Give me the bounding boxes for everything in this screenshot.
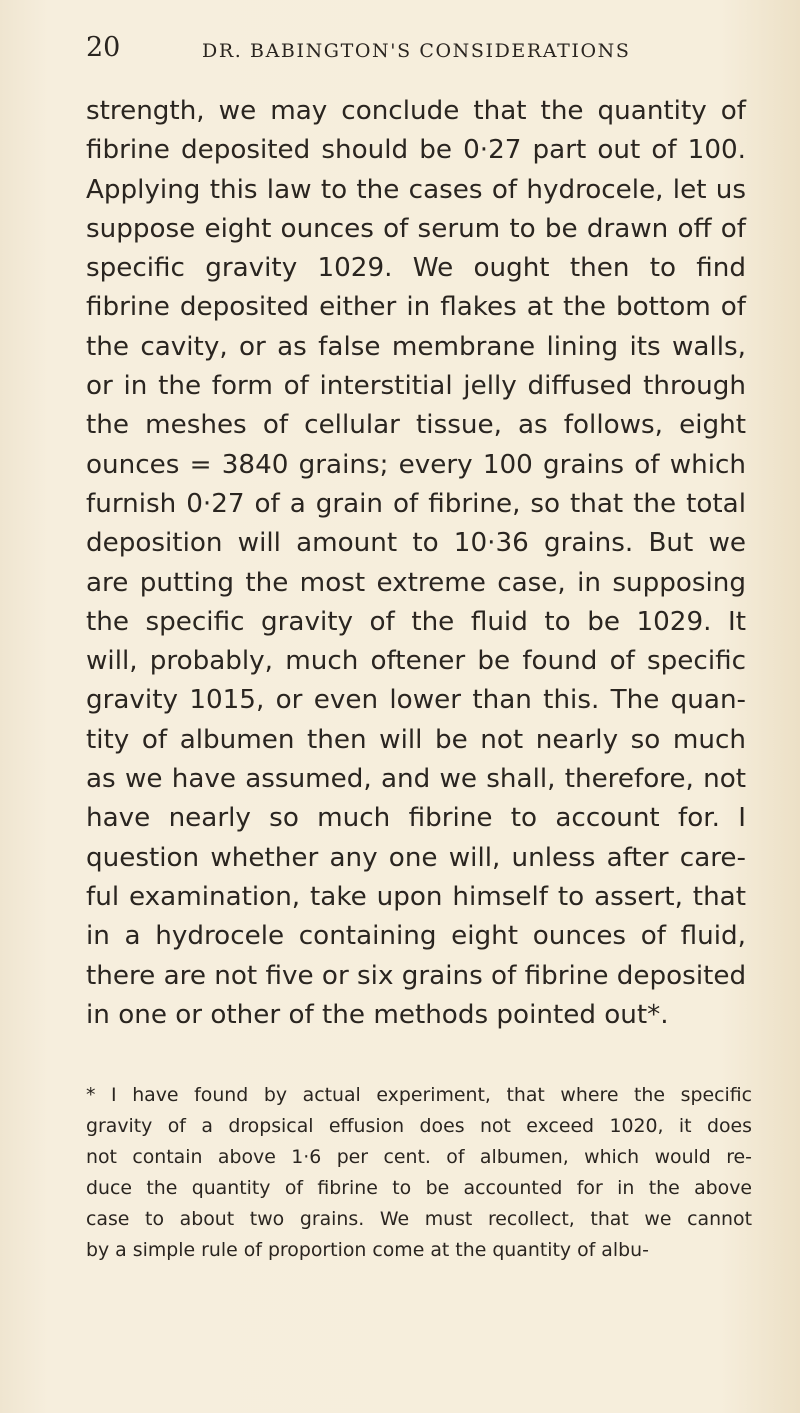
footnote-line: case to about two grains. We must recollect, that we cannot [86,1208,752,1230]
footnote [86,1080,752,1266]
page-number: 20 [86,32,121,63]
text-line: have nearly so much fibrine to account for. I [86,803,746,834]
text-line: as we have assumed, and we shall, therefore, not [86,764,746,795]
main-text [86,92,746,1035]
footnote-line: by a simple rule of proportion come at the quantity of albu- [86,1239,649,1261]
text-line: there are not five or six grains of fibrine deposited [86,960,747,991]
text-line: in one or other of the methods pointed out*. [86,999,669,1030]
text-line: fibrine deposited either in flakes at the bottom of [86,292,746,323]
text-line: ful examination, take upon himself to assert, that [86,881,746,912]
text-line: suppose eight ounces of serum to be drawn off of [86,213,746,244]
text-line: deposition will amount to 10·36 grains. But we [86,528,746,559]
text-line: the specific gravity of the fluid to be 1029. It [86,606,746,637]
text-line: Applying this law to the cases of hydrocele, let us [86,174,746,205]
text-line: strength, we may conclude that the quantity of [86,96,746,126]
footnote-line: * I have found by actual experiment, that where the specific [86,1084,752,1106]
text-line: specific gravity 1029. We ought then to find [86,253,746,284]
text-line: question whether any one will, unless after care- [86,842,746,873]
running-head: DR. BABINGTON'S CONSIDERATIONS [202,40,631,62]
text-line: the cavity, or as false membrane lining its walls, [86,331,746,362]
text-line: in a hydrocele containing eight ounces of fluid, [86,921,746,952]
footnote-line: not contain above 1·6 per cent. of albumen, which would re- [86,1146,752,1168]
text-line: fibrine deposited should be 0·27 part out of 100. [86,135,746,166]
footnote-line: gravity of a dropsical effusion does not exceed 1020, it does [86,1115,752,1137]
text-line: will, probably, much oftener be found of specific [86,646,746,677]
footnote-line: duce the quantity of fibrine to be accounted for in the above [86,1177,752,1199]
page-header [86,32,646,72]
text-line: or in the form of interstitial jelly diffused through [86,371,746,402]
text-line: the meshes of cellular tissue, as follows, eight [86,410,746,441]
text-line: gravity 1015, or even lower than this. The quan- [86,685,746,716]
text-line: tity of albumen then will be not nearly so much [86,724,746,755]
text-line: ounces = 3840 grains; every 100 grains of which [86,449,746,480]
text-line: furnish 0·27 of a grain of fibrine, so that the total [86,488,746,519]
text-line: are putting the most extreme case, in supposing [86,567,746,598]
